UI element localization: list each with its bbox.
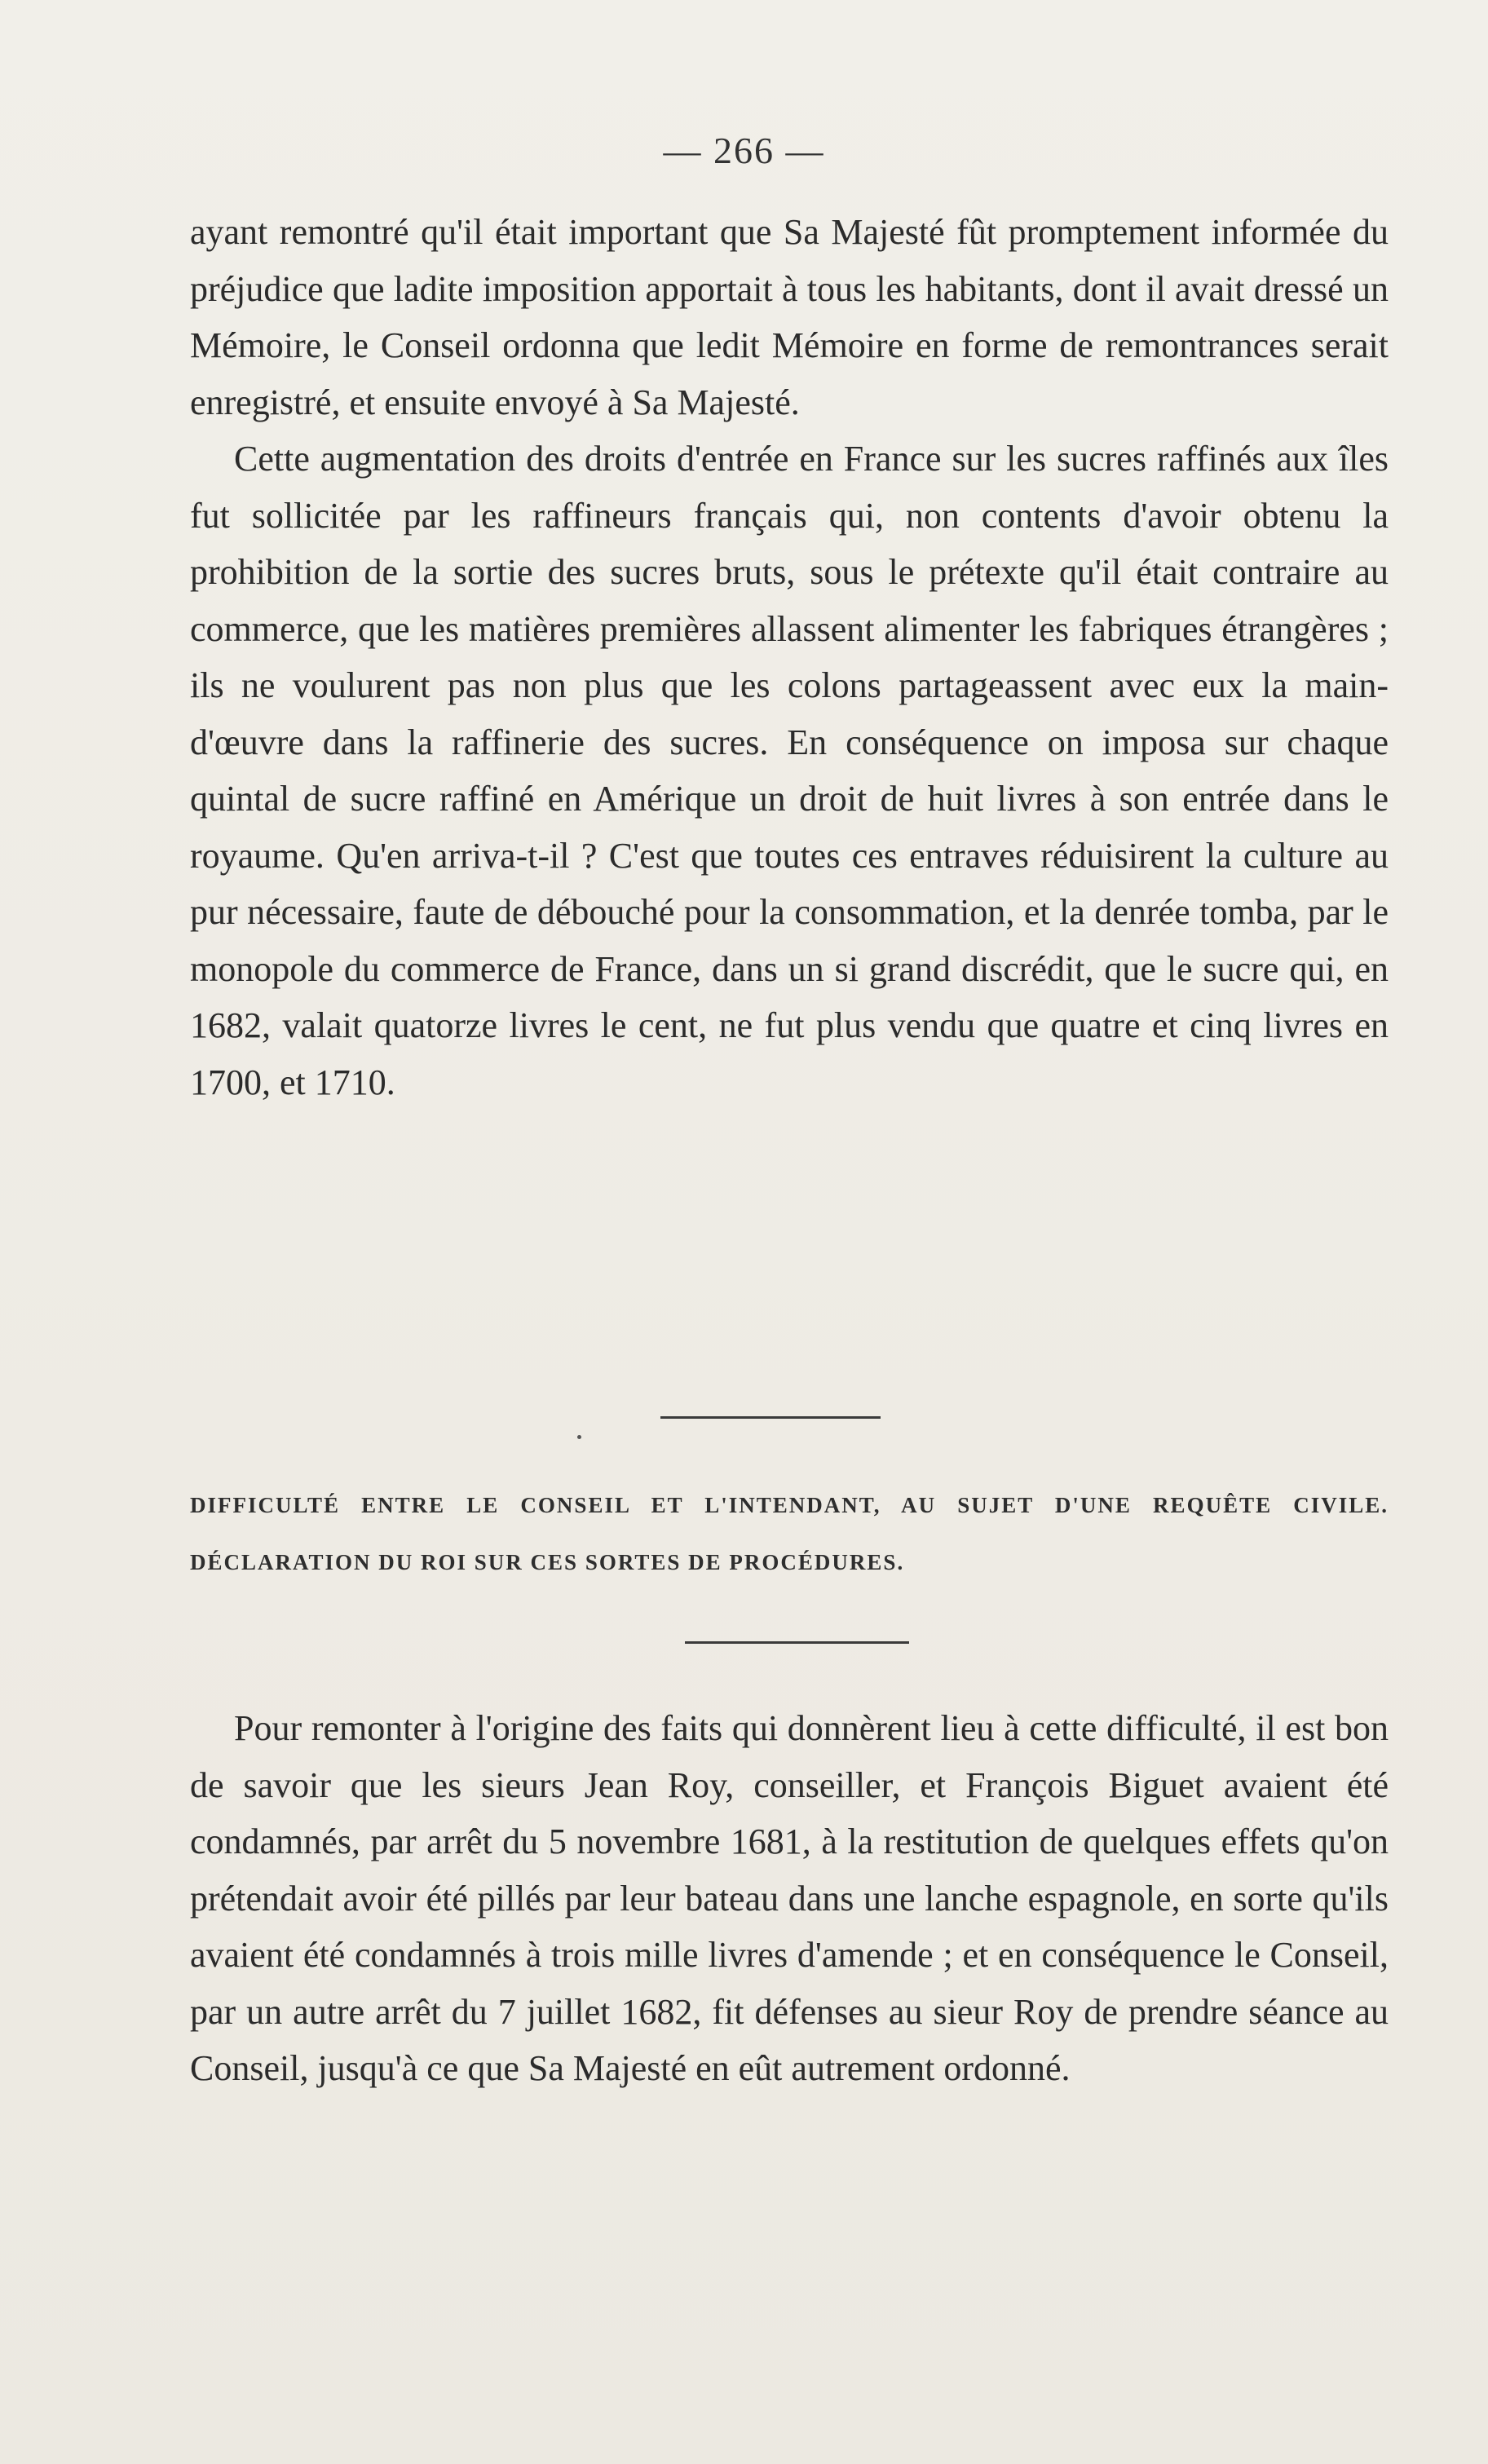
section-heading: DIFFICULTÉ ENTRE LE CONSEIL ET L'INTENDANT, AU SUJET D'UNE REQUÊTE CIVILE. DÉCLARATION DU ROI SUR CES SORTES DE PROCÉDURES.	[190, 1493, 1389, 1574]
section-divider-top	[660, 1416, 881, 1419]
paragraph-sugar-duties: Cette augmentation des droits d'entrée en France sur les sucres raffinés aux îles fut sollicitée par les raffineurs français qui, non contents d'avoir obtenu la prohibition de la sortie des sucres bruts, sous le prétexte qu'il était contraire au commerce, que les matières premières allassent alimenter les fabriques étrangères ; ils ne voulurent pas non plus que les colons partageassent avec eux la main-d'œuvre dans la raffinerie des sucres. En conséquence on imposa sur chaque quintal de sucre raffiné en Amérique un droit de huit livres à son entrée dans le royaume. Qu'en arriva-t-il ? C'est que toutes ces entraves réduisirent la culture au pur nécessaire, faute de débouché pour la consommation, et la denrée tomba, par le monopole du commerce de France, dans un si grand discrédit, que le sucre qui, en 1682, valait quatorze livres le cent, ne fut plus vendu que quatre et cinq livres en 1700, et 1710.	[190, 439, 1389, 1102]
ink-speck	[577, 1435, 581, 1439]
section-divider-bottom	[685, 1641, 909, 1644]
paragraph-continuation: ayant remontré qu'il était important que Sa Majesté fût promptement informée du préjudice que ladite imposition apportait à tous les habitants, dont il avait dressé un Mémoire, le Conseil ordonna que ledit Mémoire en forme de remontrances serait enregistré, et ensuite envoyé à Sa Majesté.	[190, 212, 1389, 422]
text-block-bottom	[190, 1700, 1389, 2097]
paragraph-roy-biguet: Pour remonter à l'origine des faits qui donnèrent lieu à cette difficulté, il est bon de savoir que les sieurs Jean Roy, conseiller, et François Biguet avaient été condamnés, par arrêt du 5 novembre 1681, à la restitution de quelques effets qu'on prétendait avoir été pillés par leur bateau dans une lanche espagnole, en sorte qu'ils avaient été condamnés à trois mille livres d'amende ; et en conséquence le Conseil, par un autre arrêt du 7 juillet 1682, fit défenses au sieur Roy de prendre séance au Conseil, jusqu'à ce que Sa Majesté en eût autrement ordonné.	[190, 1708, 1389, 2088]
page-number: — 266 —	[663, 130, 825, 171]
text-block-top	[190, 204, 1389, 1111]
